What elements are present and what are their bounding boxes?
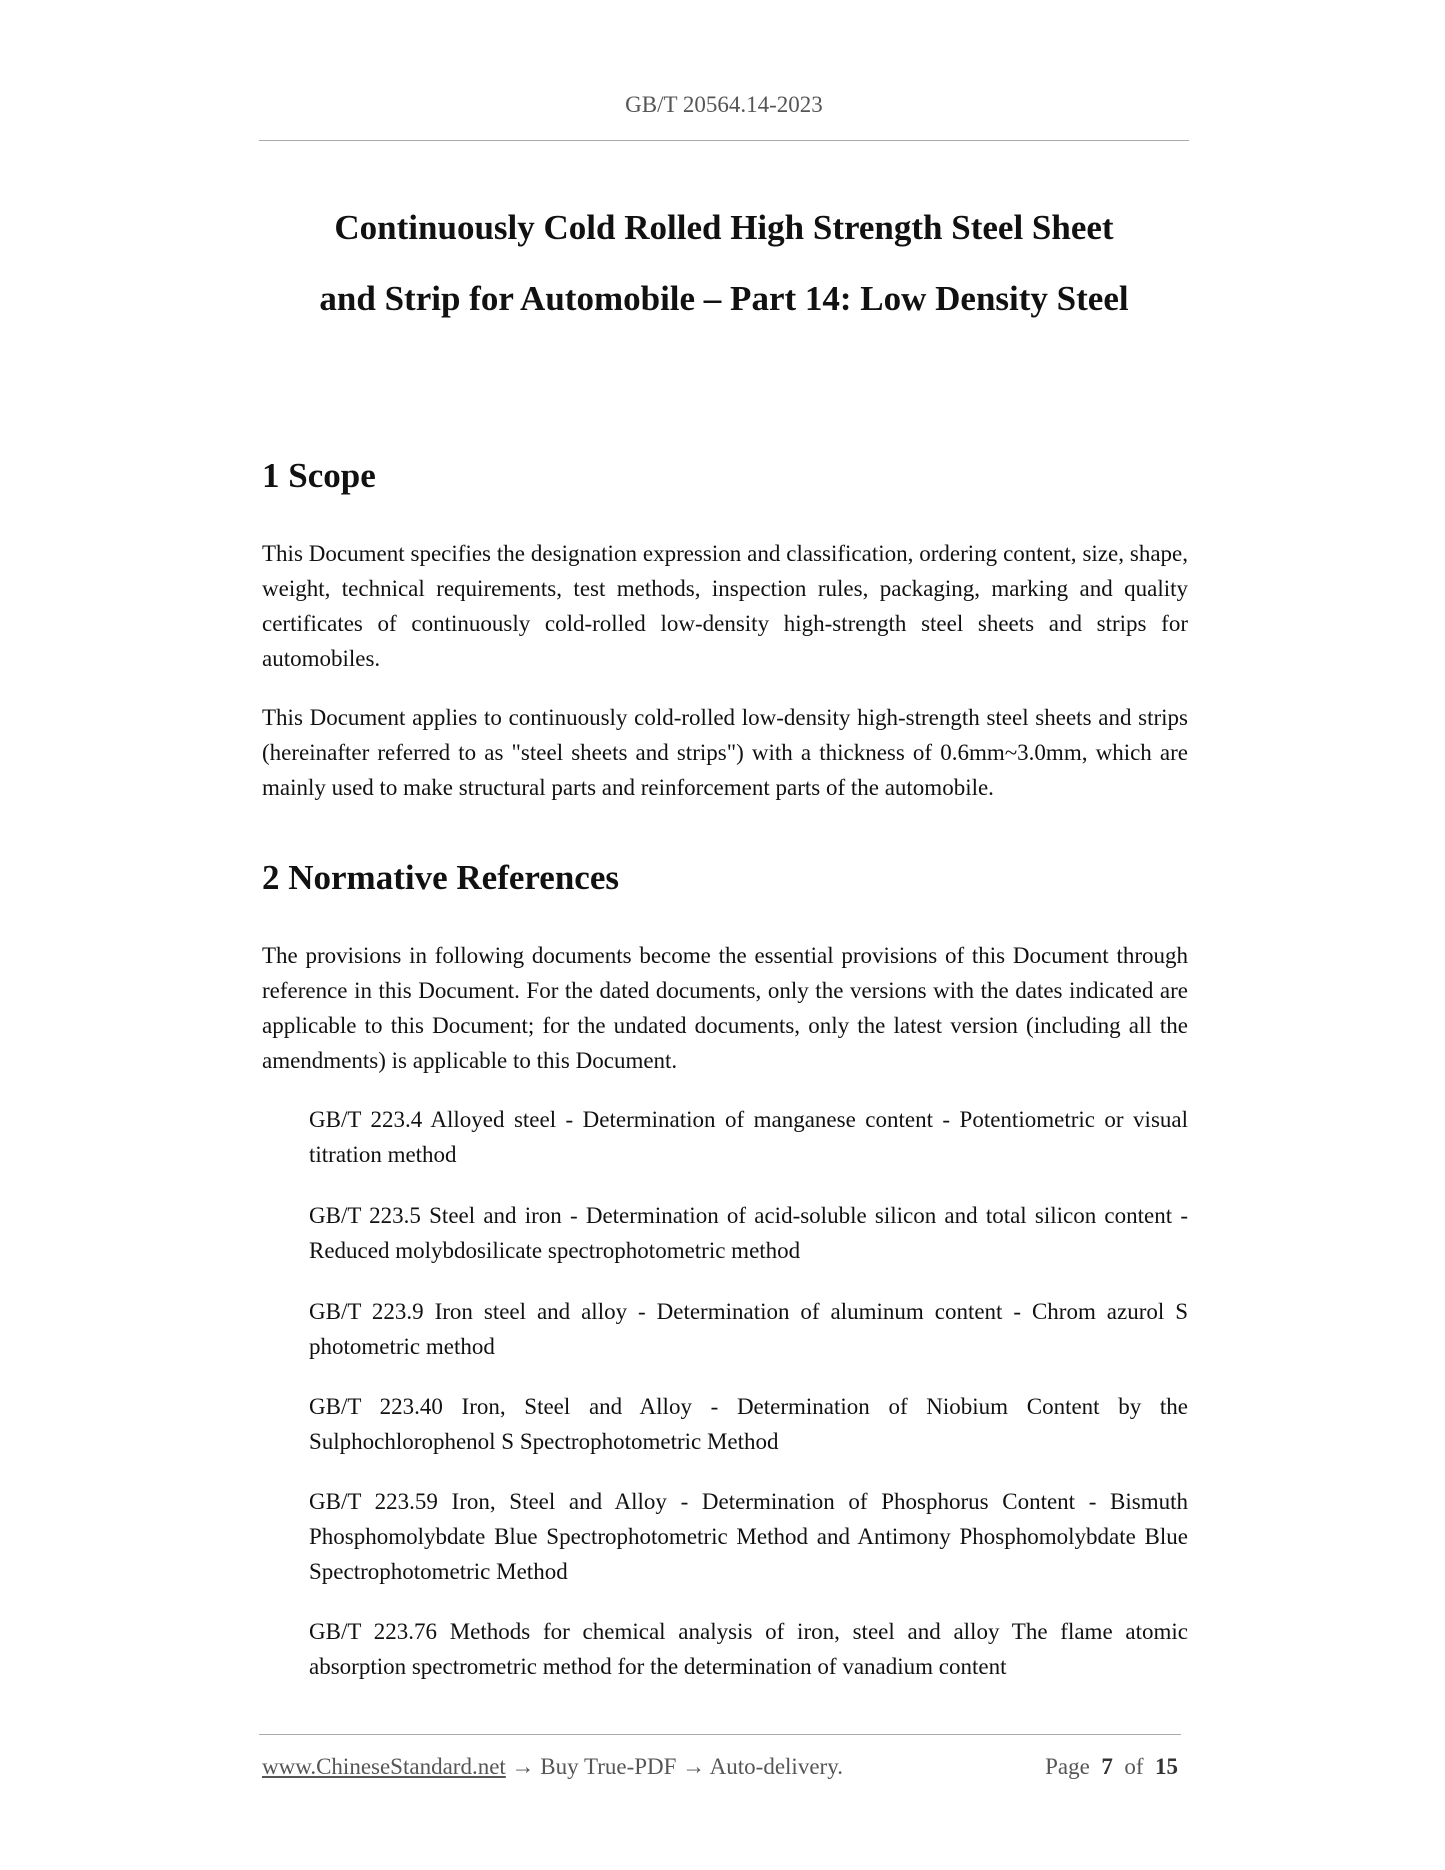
section-heading-scope: 1 Scope — [262, 456, 376, 495]
page-current: 7 — [1101, 1754, 1113, 1779]
title-line-1: Continuously Cold Rolled High Strength Steel Sheet — [334, 208, 1114, 247]
title-line-2: and Strip for Automobile – Part 14: Low Density Steel — [319, 279, 1129, 318]
document-title — [259, 192, 1189, 334]
reference-item: GB/T 223.40 Iron, Steel and Alloy - Determination of Niobium Content by the Sulphochlorophenol S Spectrophotometric Method — [309, 1394, 1188, 1454]
page-total: 15 — [1155, 1754, 1178, 1779]
running-header: GB/T 20564.14-2023 — [625, 92, 823, 117]
buy-true-pdf-text: Buy True-PDF — [540, 1754, 677, 1779]
footer-divider — [259, 1734, 1181, 1735]
section-heading-normative-references: 2 Normative References — [262, 858, 619, 897]
normative-references-intro: The provisions in following documents become the essential provisions of this Document through reference in this Document. For the dated documents, only the versions with the dates indicated are applicable to this Document; for the undated documents, only the latest version (including all the amendments) is applicable to this Document. — [262, 943, 1188, 1073]
header-divider — [259, 140, 1189, 141]
reference-item: GB/T 223.4 Alloyed steel - Determination of manganese content - Potentiometric or visual titration method — [309, 1107, 1188, 1167]
scope-paragraph: This Document applies to continuously cold-rolled low-density high-strength steel sheets and strips (hereinafter referred to as "steel sheets and strips") with a thickness of 0.6mm~3.0mm, which are mainly used to make structural parts and reinforcement parts of the automobile. — [262, 705, 1188, 800]
reference-item: GB/T 223.5 Steel and iron - Determination of acid-soluble silicon and total silicon content - Reduced molybdosilicate spectrophotometric method — [309, 1203, 1188, 1263]
of-label: of — [1124, 1754, 1144, 1779]
reference-item: GB/T 223.59 Iron, Steel and Alloy - Determination of Phosphorus Content - Bismuth Phosphomolybdate Blue Spectrophotometric Method and Antimony Phosphomolybdate Blue Spectrophotometric Method — [309, 1489, 1188, 1584]
footer-promo — [262, 1752, 843, 1782]
site-link[interactable]: www.ChineseStandard.net — [262, 1754, 506, 1779]
reference-item: GB/T 223.9 Iron steel and alloy - Determination of aluminum content - Chrom azurol S photometric method — [309, 1299, 1188, 1359]
page-label: Page — [1045, 1754, 1090, 1779]
auto-delivery-text: Auto-delivery. — [709, 1754, 843, 1779]
arrow-right-icon: → — [682, 1754, 706, 1779]
page-indicator — [1045, 1752, 1178, 1782]
reference-item: GB/T 223.76 Methods for chemical analysis of iron, steel and alloy The flame atomic absorption spectrometric method for the determination of vanadium content — [309, 1619, 1188, 1679]
arrow-right-icon: → — [511, 1754, 535, 1779]
scope-paragraph: This Document specifies the designation expression and classification, ordering content, size, shape, weight, technical requirements, test methods, inspection rules, packaging, marking and quality certificates of continuously cold-rolled low-density high-strength steel sheets and strips for automobiles. — [262, 541, 1188, 671]
